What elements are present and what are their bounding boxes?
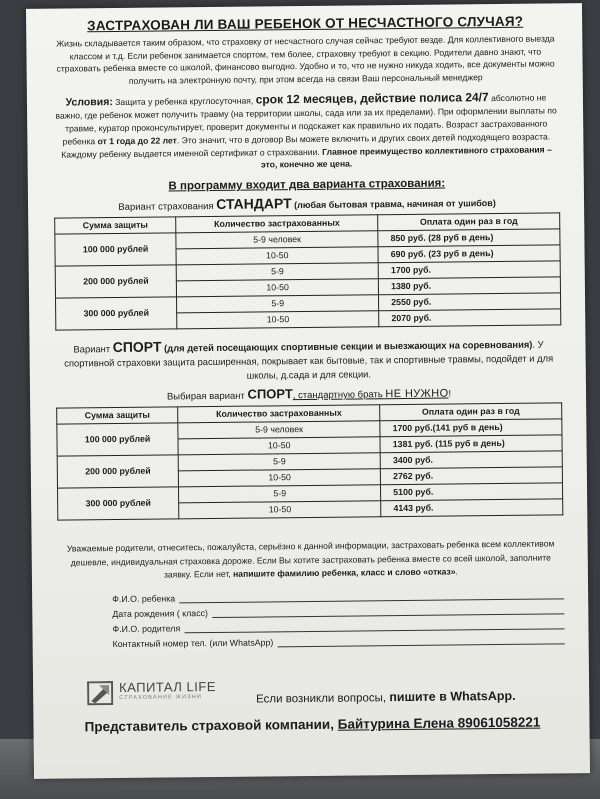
count-cell: 5-9 человек — [178, 421, 380, 439]
price-cell: 2070 руб. — [379, 309, 561, 327]
conditions-text-3: . Это значит, что в договор Вы можете включить и других своих детей подходящего возраста. Каждому ребенку выдается именной сертификат о страховании. — [61, 131, 551, 160]
standard-variant-heading — [54, 193, 560, 214]
column-header-count: Количество застрахованных — [178, 405, 380, 423]
count-cell: 10-50 — [177, 311, 379, 329]
conditions-paragraph — [53, 91, 560, 174]
form-label: Контактный номер тел. (или WhatsApp) — [112, 637, 274, 649]
sport-name: СПОРТ — [112, 338, 162, 356]
column-header-price: Оплата один раз в год — [380, 403, 562, 421]
count-cell: 5-9 — [178, 453, 380, 471]
sum-cell: 100 000 рублей — [57, 423, 179, 456]
choose-end: ! — [448, 388, 452, 400]
logo-text — [119, 678, 217, 703]
price-cell: 1381 руб. (115 руб в день) — [380, 435, 562, 453]
intro-paragraph: Жизнь складывается таким образом, что страховку от несчастного случая сейчас требуют везде. Для коллективного выезда классом и т.д. Если ребенок занимается спортом, тем более, страховку требуют в секцию. Родители давно знают, что страховать ребенка вместе со школой, финансово выгодно. Удобно и то, что не нужно никуда ходить, все документы можно получить на электронную почту, при этом всегда на связи Ваш персональный менеджер — [56, 33, 555, 86]
choose-name: СПОРТ — [247, 386, 293, 402]
representative-line — [59, 714, 565, 734]
conditions-main-advantage: Главное преимущество коллективного страхования – это, конечно же цена. — [260, 143, 552, 170]
count-cell: 5-9 человек — [176, 231, 378, 249]
parents-note-text: Уважаемые родители, отнеситесь, пожалуйста, серьёзно к данной информации, застраховать ребенка всем коллективом дешевле, индивидуальная страховка дороже. Если Вы хотите застраховать ребенка вместе со всей школой, заполните заявку. Если нет, — [66, 538, 555, 580]
standard-prefix: Вариант страхования — [118, 201, 217, 214]
count-cell: 10-50 — [177, 279, 379, 297]
count-cell: 10-50 — [176, 247, 378, 265]
company-logo — [87, 680, 216, 705]
column-header-price: Оплата один раз в год — [378, 213, 560, 231]
logo-mark-icon — [87, 681, 113, 705]
conditions-text-1: Защита у ребенка круглосуточная, — [112, 95, 256, 108]
price-cell: 690 руб. (23 руб в день) — [378, 245, 560, 263]
standard-name: СТАНДАРТ — [216, 195, 292, 213]
sport-variant-paragraph — [55, 335, 561, 384]
choose-middle: , стандартную брать — [292, 389, 386, 402]
form-label: Дата рождения ( класс) — [112, 607, 208, 619]
column-header-sum: Сумма защиты — [55, 217, 176, 234]
conditions-label: Условия: — [65, 96, 113, 109]
price-cell: 4143 руб. — [381, 499, 563, 517]
price-cell: 2550 руб. — [379, 293, 561, 311]
price-cell: 850 руб. (28 руб в день) — [378, 229, 560, 247]
representative-name: Байтурина Елена 89061058221 — [337, 714, 541, 732]
logo-name: КАПИТАЛ LIFE — [119, 678, 217, 695]
choose-caps: НЕ НУЖНО — [385, 387, 449, 401]
parents-note-end: . — [455, 566, 458, 577]
column-header-count: Количество застрахованных — [176, 215, 378, 233]
count-cell: 10-50 — [179, 469, 381, 487]
sum-cell: 100 000 рублей — [55, 233, 177, 266]
column-header-sum: Сумма защиты — [57, 407, 178, 424]
price-cell: 2762 руб. — [381, 467, 563, 485]
count-cell: 10-50 — [178, 437, 380, 455]
sum-cell: 300 000 рублей — [58, 487, 180, 520]
conditions-age-range: от 1 года до 22 лет — [97, 135, 177, 146]
price-cell: 3400 руб. — [380, 451, 562, 469]
parents-note — [58, 537, 564, 583]
sport-desc: (для детей посещающих спортивные секции и выезжающих на соревнования) — [161, 338, 533, 354]
representative-prefix: Представитель страховой компании, — [84, 716, 338, 735]
footer — [59, 674, 565, 707]
conditions-highlight: срок 12 месяцев, действие полиса 24/7 — [255, 90, 489, 107]
price-cell: 1700 руб. — [378, 261, 560, 279]
sum-cell: 200 000 рублей — [57, 455, 179, 488]
sport-text: . У спортивной страховки защита расширенная, покрывает как бытовые, так и спортивные травмы, подойдет и для школы, д.сада и для секции. — [64, 338, 554, 381]
parents-note-bold: напишите фамилию ребенка, класс и слово «отказ» — [233, 566, 456, 579]
form-label: Ф.И.О. ребенка — [112, 593, 176, 604]
flyer-title: ЗАСТРАХОВАН ЛИ ВАШ РЕБЕНОК ОТ НЕСЧАСТНОГО СЛУЧАЯ? — [87, 13, 524, 34]
flyer-sheet — [26, 3, 590, 779]
count-cell: 5-9 — [179, 485, 381, 503]
count-cell: 5-9 — [176, 263, 378, 281]
price-cell: 5100 руб. — [381, 483, 563, 501]
sport-rates-table — [56, 402, 563, 520]
sum-cell: 200 000 рублей — [55, 265, 177, 298]
application-form — [58, 584, 565, 649]
price-cell: 1700 руб.(141 руб в день) — [380, 419, 562, 437]
phone-line[interactable] — [277, 634, 564, 647]
choose-note — [56, 383, 562, 403]
count-cell: 5-9 — [177, 295, 379, 313]
whatsapp-bold: пишите в WhatsApp. — [389, 688, 516, 704]
whatsapp-note — [256, 688, 516, 705]
standard-rates-table — [54, 213, 561, 331]
logo-subtitle: СТРАХОВАНИЕ ЖИЗНИ — [119, 693, 203, 701]
program-heading: В программу входит два варианта страхования: — [168, 177, 446, 193]
count-cell: 10-50 — [179, 501, 381, 519]
standard-desc: (любая бытовая травма, начиная от ушибов) — [291, 198, 496, 211]
sport-prefix: Вариант — [73, 343, 113, 355]
whatsapp-prefix: Если возникли вопросы, — [256, 691, 390, 706]
choose-prefix: Выбирая вариант — [166, 390, 248, 403]
price-cell: 1380 руб. — [379, 277, 561, 295]
sum-cell: 300 000 рублей — [56, 297, 178, 330]
form-label: Ф.И.О. родителя — [112, 623, 181, 634]
conditions-text-2: абсолютно не важно, где ребенок может получить травму (на территории школы, сада или за их пределами). При оформлении выплаты по травме, куратор проконсультирует, проверит документы и подскажет как правильно их подать. Возраст застрахованного ребенка — [55, 92, 557, 147]
